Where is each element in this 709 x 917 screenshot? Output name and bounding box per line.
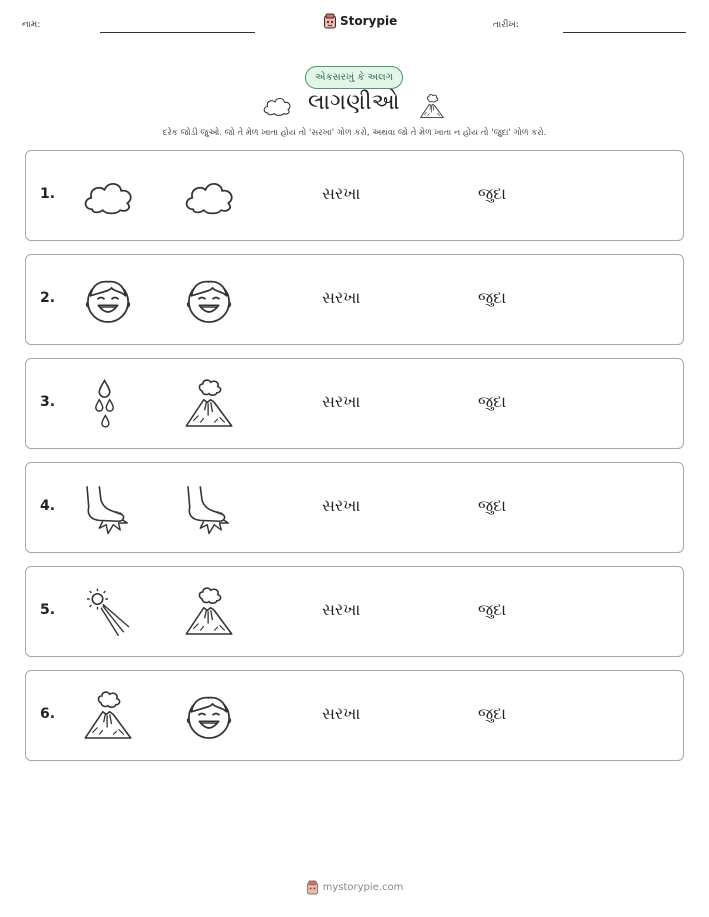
storypie-mascot-icon bbox=[323, 13, 337, 29]
worksheet-type-badge: એકસરખું કે અલગ bbox=[305, 66, 403, 89]
option-different[interactable]: જુદા bbox=[478, 288, 507, 307]
question-card-5 bbox=[25, 566, 684, 657]
question-number: 4. bbox=[40, 498, 56, 514]
date-field[interactable] bbox=[563, 32, 686, 33]
instructions: દરેક જોડી જુઓ. જો તે મેળ ખાતા હોય તો 'સરખા' ગોળ કરો, અથવા જો તે મેળ ખાતા ન હોય તો 'જુદા' ગોળ કરો. bbox=[162, 128, 547, 138]
option-different[interactable]: જુદા bbox=[478, 496, 507, 515]
option-same[interactable]: સરખા bbox=[322, 184, 361, 203]
option-different[interactable]: જુદા bbox=[478, 184, 507, 203]
question-number: 1. bbox=[40, 186, 56, 202]
footer-site: mystorypie.com bbox=[322, 882, 404, 893]
option-same[interactable]: સરખા bbox=[322, 704, 361, 723]
volcano-icon bbox=[181, 585, 237, 641]
storypie-mascot-icon bbox=[306, 880, 319, 895]
question-number: 6. bbox=[40, 706, 56, 722]
brand-name: Storypie bbox=[340, 14, 398, 28]
question-card-1 bbox=[25, 150, 684, 241]
option-same[interactable]: સરખા bbox=[322, 600, 361, 619]
question-card-4 bbox=[25, 462, 684, 553]
option-different[interactable]: જુદા bbox=[478, 392, 507, 411]
option-same[interactable]: સરખા bbox=[322, 288, 361, 307]
option-different[interactable]: જુદા bbox=[478, 600, 507, 619]
water-drops-icon bbox=[80, 377, 136, 433]
sun-rays-icon bbox=[80, 585, 136, 641]
stomping-foot-icon bbox=[181, 481, 237, 537]
name-label: નામ: bbox=[22, 20, 41, 30]
stomping-foot-icon bbox=[80, 481, 136, 537]
volcano-icon bbox=[181, 377, 237, 433]
laughing-face-icon bbox=[80, 273, 136, 329]
question-number: 2. bbox=[40, 290, 56, 306]
question-number: 5. bbox=[40, 602, 56, 618]
question-card-6 bbox=[25, 670, 684, 761]
option-same[interactable]: સરખા bbox=[322, 392, 361, 411]
cloud-icon bbox=[260, 94, 294, 118]
cloud-icon bbox=[80, 169, 136, 225]
laughing-face-icon bbox=[181, 689, 237, 745]
name-field[interactable] bbox=[100, 32, 255, 33]
date-label: તારીખ: bbox=[493, 20, 519, 30]
volcano-icon bbox=[418, 92, 446, 122]
question-card-3 bbox=[25, 358, 684, 449]
footer bbox=[0, 880, 709, 895]
question-number: 3. bbox=[40, 394, 56, 410]
page-title: લાગણીઓ bbox=[308, 90, 400, 115]
option-different[interactable]: જુદા bbox=[478, 704, 507, 723]
laughing-face-icon bbox=[181, 273, 237, 329]
option-same[interactable]: સરખા bbox=[322, 496, 361, 515]
storypie-logo bbox=[323, 13, 397, 29]
volcano-icon bbox=[80, 689, 136, 745]
cloud-icon bbox=[181, 169, 237, 225]
question-card-2 bbox=[25, 254, 684, 345]
